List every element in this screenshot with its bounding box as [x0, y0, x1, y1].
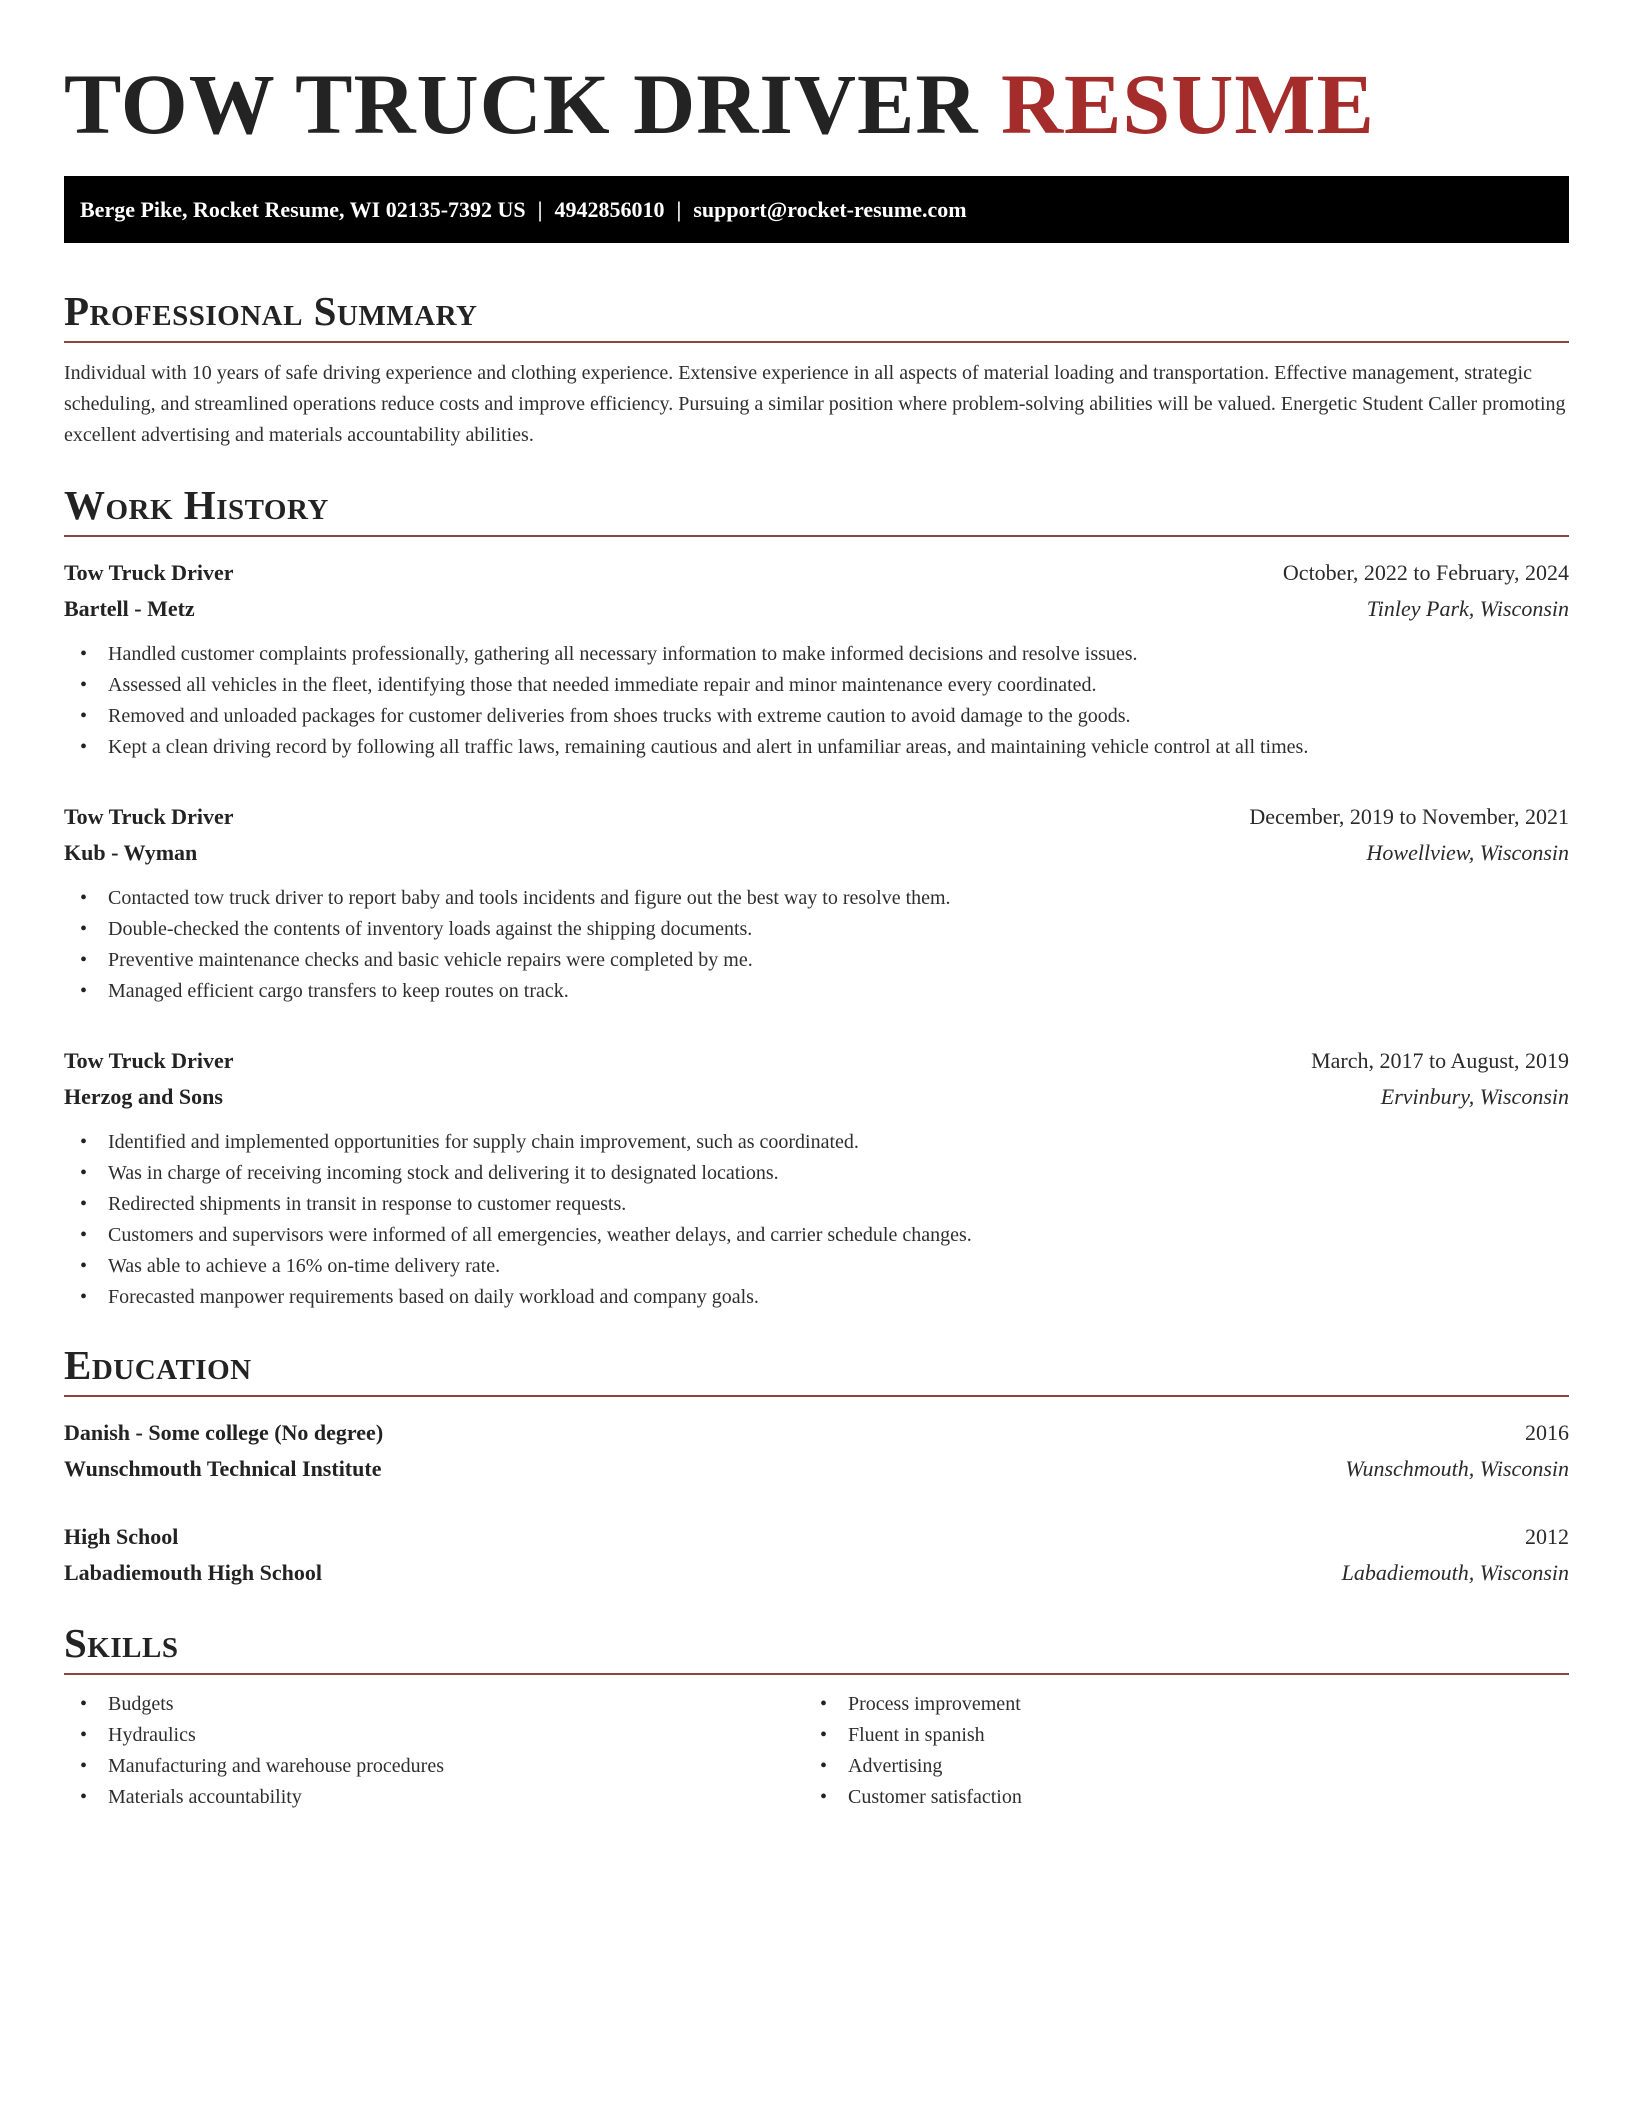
bullet-item: • Was able to achieve a 16% on-time delivery rate. — [64, 1251, 1569, 1282]
work-entry-header — [64, 1043, 1569, 1079]
bullet-item: • Handled customer complaints professionally, gathering all necessary information to make informed decisions and resolve issues. — [64, 639, 1569, 670]
skill-item: • Hydraulics — [64, 1720, 804, 1751]
work-entry-header — [64, 555, 1569, 591]
bullet-item: • Was in charge of receiving incoming stock and delivering it to designated locations. — [64, 1158, 1569, 1189]
bullet-item: • Contacted tow truck driver to report baby and tools incidents and figure out the best way to resolve them. — [64, 883, 1569, 914]
summary-heading: Professional Summary — [64, 285, 1569, 343]
contact-phone[interactable]: 4942856010 — [554, 197, 665, 222]
skill-item: • Materials accountability — [64, 1782, 804, 1813]
education-entry-header — [64, 1519, 1569, 1555]
resume-title — [64, 0, 1569, 150]
work-entry-header — [64, 799, 1569, 835]
school-location: Labadiemouth, Wisconsin — [1341, 1560, 1569, 1585]
graduation-year: 2012 — [1525, 1524, 1569, 1549]
school-location: Wunschmouth, Wisconsin — [1345, 1456, 1569, 1481]
degree-name: Danish - Some college (No degree) — [64, 1420, 384, 1445]
work-entry-subheader — [64, 591, 1569, 627]
company-name: Kub - Wyman — [64, 840, 198, 865]
company-name: Herzog and Sons — [64, 1084, 223, 1109]
company-name: Bartell - Metz — [64, 596, 195, 621]
bullet-item: • Double-checked the contents of inventory loads against the shipping documents. — [64, 914, 1569, 945]
work-entry — [64, 555, 1569, 763]
graduation-year: 2016 — [1525, 1420, 1569, 1445]
education-entry-subheader — [64, 1555, 1569, 1591]
bullet-item: • Removed and unloaded packages for customer deliveries from shoes trucks with extreme caution to avoid damage to the goods. — [64, 701, 1569, 732]
skill-item: • Manufacturing and warehouse procedures — [64, 1751, 804, 1782]
job-dates: March, 2017 to August, 2019 — [1311, 1048, 1569, 1073]
contact-separator: | — [676, 197, 682, 222]
education-entry — [64, 1519, 1569, 1591]
bullet-item: • Assessed all vehicles in the fleet, identifying those that needed immediate repair and minor maintenance every coordinated. — [64, 670, 1569, 701]
summary-text: Individual with 10 years of safe driving experience and clothing experience. Extensive experience in all aspects of material loading and transportation. Effective management, strategic scheduling, and streamlined operations reduce costs and improve efficiency. Pursuing a similar position where problem-solving abilities will be valued. Energetic Student Caller promoting excellent advertising and materials accountability abilities. — [64, 362, 1566, 446]
bullet-item: • Preventive maintenance checks and basic vehicle repairs were completed by me. — [64, 945, 1569, 976]
job-title: Tow Truck Driver — [64, 804, 234, 829]
skills-columns — [64, 1689, 1569, 1813]
contact-email[interactable]: support@rocket-resume.com — [693, 197, 967, 222]
job-location: Tinley Park, Wisconsin — [1366, 596, 1569, 621]
job-dates: December, 2019 to November, 2021 — [1249, 804, 1569, 829]
skill-item: • Advertising — [804, 1751, 1544, 1782]
bullet-item: • Managed efficient cargo transfers to keep routes on track. — [64, 976, 1569, 1007]
work-history-heading: Work History — [64, 479, 1569, 537]
school-name: Labadiemouth High School — [64, 1560, 322, 1585]
education-entry-header — [64, 1415, 1569, 1451]
contact-address: Berge Pike, Rocket Resume, WI 02135-7392 US — [80, 197, 526, 222]
bullet-item: • Customers and supervisors were informed of all emergencies, weather delays, and carrier schedule changes. — [64, 1220, 1569, 1251]
degree-name: High School — [64, 1524, 179, 1549]
work-entry — [64, 1043, 1569, 1313]
education-heading: Education — [64, 1339, 1569, 1397]
bullet-item: • Forecasted manpower requirements based on daily workload and company goals. — [64, 1282, 1569, 1313]
bullet-item: • Kept a clean driving record by following all traffic laws, remaining cautious and alert in unfamiliar areas, and maintaining vehicle control at all times. — [64, 732, 1569, 763]
job-bullets — [64, 1127, 1569, 1313]
skill-item: • Process improvement — [804, 1689, 1544, 1720]
skills-list-left — [64, 1689, 804, 1813]
school-name: Wunschmouth Technical Institute — [64, 1456, 382, 1481]
bullet-item: • Identified and implemented opportunities for supply chain improvement, such as coordinated. — [64, 1127, 1569, 1158]
resume-page — [64, 0, 1569, 1813]
job-bullets — [64, 639, 1569, 763]
skills-heading: Skills — [64, 1617, 1569, 1675]
work-entry-subheader — [64, 835, 1569, 871]
skill-item: • Fluent in spanish — [804, 1720, 1544, 1751]
job-location: Ervinbury, Wisconsin — [1380, 1084, 1569, 1109]
skill-item: • Customer satisfaction — [804, 1782, 1544, 1813]
job-location: Howellview, Wisconsin — [1366, 840, 1569, 865]
title-main: TOW TRUCK DRIVER — [64, 56, 979, 152]
job-dates: October, 2022 to February, 2024 — [1282, 560, 1569, 585]
contact-bar — [64, 176, 1569, 243]
contact-separator: | — [537, 197, 543, 222]
job-title: Tow Truck Driver — [64, 560, 234, 585]
work-entry — [64, 799, 1569, 1007]
bullet-item: • Redirected shipments in transit in response to customer requests. — [64, 1189, 1569, 1220]
education-entry-subheader — [64, 1451, 1569, 1487]
job-title: Tow Truck Driver — [64, 1048, 234, 1073]
work-entry-subheader — [64, 1079, 1569, 1115]
skills-list-right — [804, 1689, 1544, 1813]
job-bullets — [64, 883, 1569, 1007]
skill-item: • Budgets — [64, 1689, 804, 1720]
title-accent: RESUME — [1000, 56, 1375, 152]
education-entry — [64, 1415, 1569, 1487]
